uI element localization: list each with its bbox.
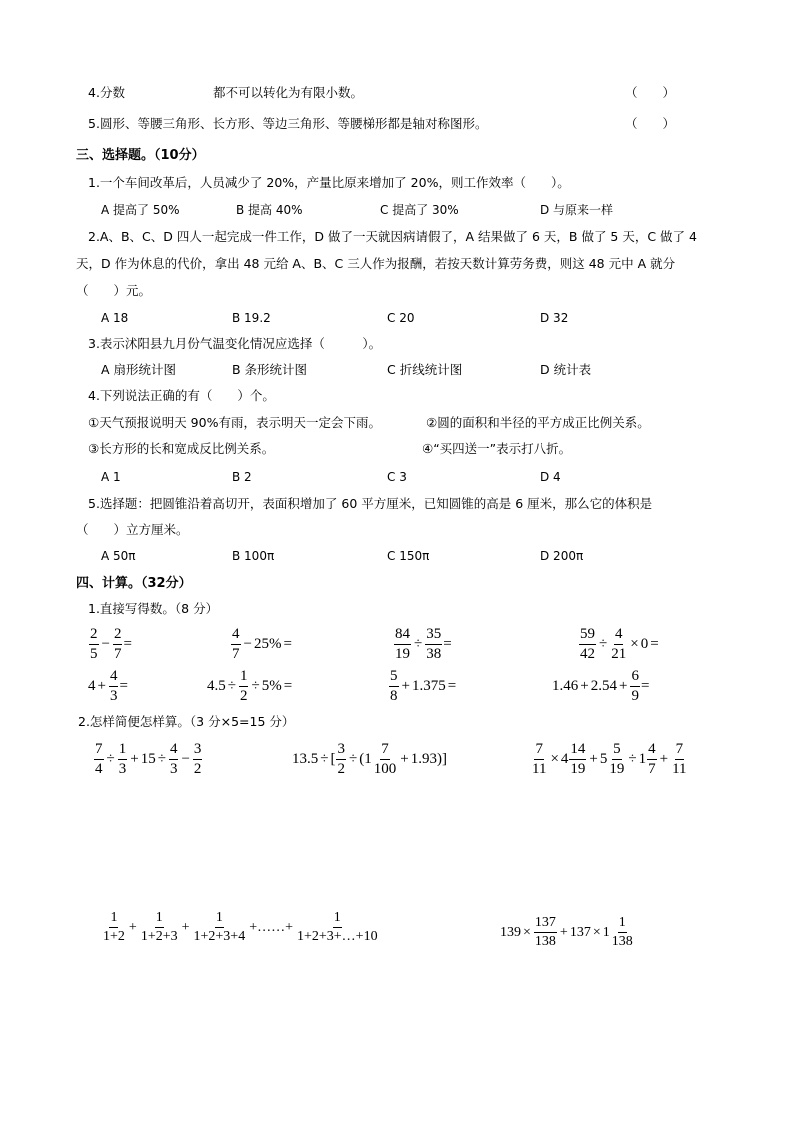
s3-q2-line1: 2.A、B、C、D 四人一起完成一件工作，D 做了一天就因病请假了，A 结果做了 6 天，B 做了 5 天，C 做了 4	[88, 229, 697, 244]
fraction: $\frac{1}{2}$	[239, 668, 248, 705]
s3-q5-option-c: C 150π	[387, 549, 430, 563]
s3-q5-option-a: A 50π	[101, 549, 136, 563]
fraction: $\frac{5}{8}$	[390, 668, 398, 705]
judge-q4	[88, 87, 125, 100]
judge-q5-text: 圆形、等腰三角形、长方形、等边三角形、等腰梯形都是轴对称图形。	[99, 116, 488, 131]
fraction: $\frac{2}{7}$	[113, 626, 122, 663]
s3-q1-text: 1.一个车间改革后，人员减少了 20%，产量比原来增加了 20%，则工作效率（ ）。	[88, 175, 570, 190]
s3-q5-option-b: B 100π	[232, 549, 275, 563]
fraction: $\frac{1}{1+2+3+4}$	[193, 910, 246, 945]
fraction: $\frac{14}{19}$	[570, 741, 586, 778]
fraction: $\frac{7}{100}$	[373, 741, 397, 778]
judge-q4-text-b: 都不可以转化为有限小数。	[213, 85, 364, 100]
fraction: $\frac{4}{7}$	[648, 741, 656, 778]
simplify-1: $\frac{7}{4}$ ÷ $\frac{1}{3}$ + 15 ÷ $\frac{4}{3}$ − $\frac{3}{2}$	[95, 741, 202, 778]
s3-q4-option-d: D 4	[540, 470, 561, 484]
fraction: $\frac{3}{2}$	[337, 741, 345, 778]
s3-q3-text: 3.表示沭阳县九月份气温变化情况应选择（ ）。	[88, 336, 382, 351]
fraction: $\frac{4}{7}$	[232, 626, 240, 663]
simplify-2: 13.5 ÷ [ $\frac{3}{2}$ ÷ ( 1 $\frac{7}{100}$ + 1.93 ) ]	[292, 741, 447, 778]
s3-q3-option-d: D 统计表	[540, 362, 592, 377]
fraction: $\frac{1}{3}$	[118, 741, 127, 778]
fraction: $\frac{4}{3}$	[109, 668, 118, 705]
s3-q4-statement-1: ①天气预报说明天 90%有雨，表示明天一定会下雨。	[88, 415, 381, 430]
fraction: $\frac{1}{1+2+3+\dots+10}$	[297, 910, 378, 945]
s3-q1-option-d: D 与原来一样	[540, 203, 614, 217]
fraction: $\frac{7}{4}$	[95, 741, 103, 778]
fraction: $\frac{7}{11}$	[672, 741, 687, 778]
section3-title: 三、选择题。（10分）	[76, 148, 205, 163]
fraction: $\frac{137}{138}$	[534, 915, 556, 950]
calc-2-1: 4 + $\frac{4}{3}$ =	[88, 668, 128, 705]
judge-q4-text-a: 分数	[99, 85, 125, 100]
simplify-5: 139 × $\frac{137}{138}$ + 137 × 1 $\frac{1}{138}$	[500, 915, 633, 950]
s3-q4-option-a: A 1	[101, 470, 121, 484]
s3-q2-option-b: B 19.2	[232, 311, 271, 325]
fraction: $\frac{4}{21}$	[611, 626, 627, 663]
s3-q2-line3: （ ）元。	[76, 283, 152, 298]
mixed-number: 1 $\frac{4}{7}$	[638, 741, 656, 778]
s3-q3-option-a: A 扇形统计图	[101, 362, 177, 377]
s3-q1-option-a: A 提高了 50%	[101, 203, 180, 217]
s3-q4-statement-4: ④“买四送一”表示打八折。	[422, 441, 572, 456]
s3-q4-option-b: B 2	[232, 470, 252, 484]
s3-q5-option-d: D 200π	[540, 549, 584, 563]
s3-q2-option-d: D 32	[540, 311, 569, 325]
fraction: $\frac{1}{138}$	[611, 915, 633, 950]
fraction: $\frac{7}{11}$	[532, 741, 547, 778]
simplify-4: $\frac{1}{1+2}$ + $\frac{1}{1+2+3}$ + $\frac{1}{1+2+3+4}$ +……+ $\frac{1}{1+2+3+\dots+10}$	[103, 910, 378, 945]
s3-q3-option-b: B 条形统计图	[232, 362, 308, 377]
s3-q3-option-c: C 折线统计图	[387, 362, 463, 377]
fraction: $\frac{3}{2}$	[193, 741, 202, 778]
s3-q4-option-c: C 3	[387, 470, 407, 484]
fraction: $\frac{2}{5}$	[90, 626, 98, 663]
s3-q2-option-a: A 18	[101, 311, 129, 325]
fraction: $\frac{6}{9}$	[631, 668, 639, 705]
simplify-3: $\frac{7}{11}$ × 4 $\frac{14}{19}$ + 5 $\frac{5}{19}$ ÷ 1 $\frac{4}{7}$ + $\frac{7}{11}$	[532, 741, 687, 778]
judge-q5-num: 5.	[88, 116, 100, 131]
mixed-number: 1 $\frac{7}{100}$	[364, 741, 397, 778]
s3-q1-option-b: B 提高 40%	[236, 203, 303, 217]
fraction: $\frac{35}{38}$	[426, 626, 442, 663]
calc-2-3: $\frac{5}{8}$ + 1.375 =	[390, 668, 457, 705]
fraction: $\frac{59}{42}$	[580, 626, 595, 663]
judge-q4-num: 4.	[88, 85, 100, 100]
s3-q4-statement-3: ③长方形的长和宽成反比例关系。	[88, 441, 275, 456]
s3-q4-statement-2: ②圆的面积和半径的平方成正比例关系。	[426, 415, 650, 430]
s3-q2-line2: 天，D 作为休息的代价，拿出 48 元给 A、B、C 三人作为报酬，若按天数计算劳务费，则这 48 元中 A 就分	[76, 256, 676, 271]
calc-2-2: 4.5 ÷ $\frac{1}{2}$ ÷ 5% =	[207, 668, 293, 705]
s3-q2-option-c: C 20	[387, 311, 415, 325]
mixed-number: 5 $\frac{5}{19}$	[599, 741, 625, 778]
fraction: $\frac{1}{1+2}$	[103, 910, 125, 945]
judge-q5-answer-paren: （ ）	[625, 116, 676, 131]
mixed-number: 4 $\frac{14}{19}$	[560, 741, 586, 778]
s3-q4-text: 4.下列说法正确的有（ ）个。	[88, 388, 275, 403]
judge-q5	[88, 118, 487, 131]
calc-1-3: $\frac{84}{19}$ ÷ $\frac{35}{38}$ =	[395, 626, 452, 663]
calc-2-4: 1.46 + 2.54 + $\frac{6}{9}$ =	[552, 668, 650, 705]
fraction: $\frac{5}{19}$	[609, 741, 625, 778]
calc-1-1: $\frac{2}{5}$ − $\frac{2}{7}$ =	[90, 626, 132, 663]
calc-1-4: $\frac{59}{42}$ ÷ $\frac{4}{21}$ × 0 =	[580, 626, 659, 663]
s4-sub1-title: 1.直接写得数。（8 分）	[88, 601, 219, 616]
fraction: $\frac{84}{19}$	[395, 626, 410, 663]
s3-q5-line2: （ ）立方厘米。	[76, 522, 189, 537]
s4-sub2-title: 2.怎样简便怎样算。（3 分×5=15 分）	[78, 714, 295, 729]
s3-q1-option-c: C 提高了 30%	[380, 203, 459, 217]
calc-1-2: $\frac{4}{7}$ − 25% =	[232, 626, 292, 663]
section4-title: 四、计算。（32分）	[76, 576, 192, 591]
mixed-number: 1 $\frac{1}{138}$	[602, 915, 633, 950]
judge-q4-answer-paren: （ ）	[625, 85, 676, 100]
s3-q5-line1: 5.选择题：把圆锥沿着高切开，表面积增加了 60 平方厘米，已知圆锥的高是 6 厘米，那么它的体积是	[88, 496, 653, 511]
fraction: $\frac{1}{1+2+3}$	[140, 910, 178, 945]
fraction: $\frac{4}{3}$	[169, 741, 178, 778]
